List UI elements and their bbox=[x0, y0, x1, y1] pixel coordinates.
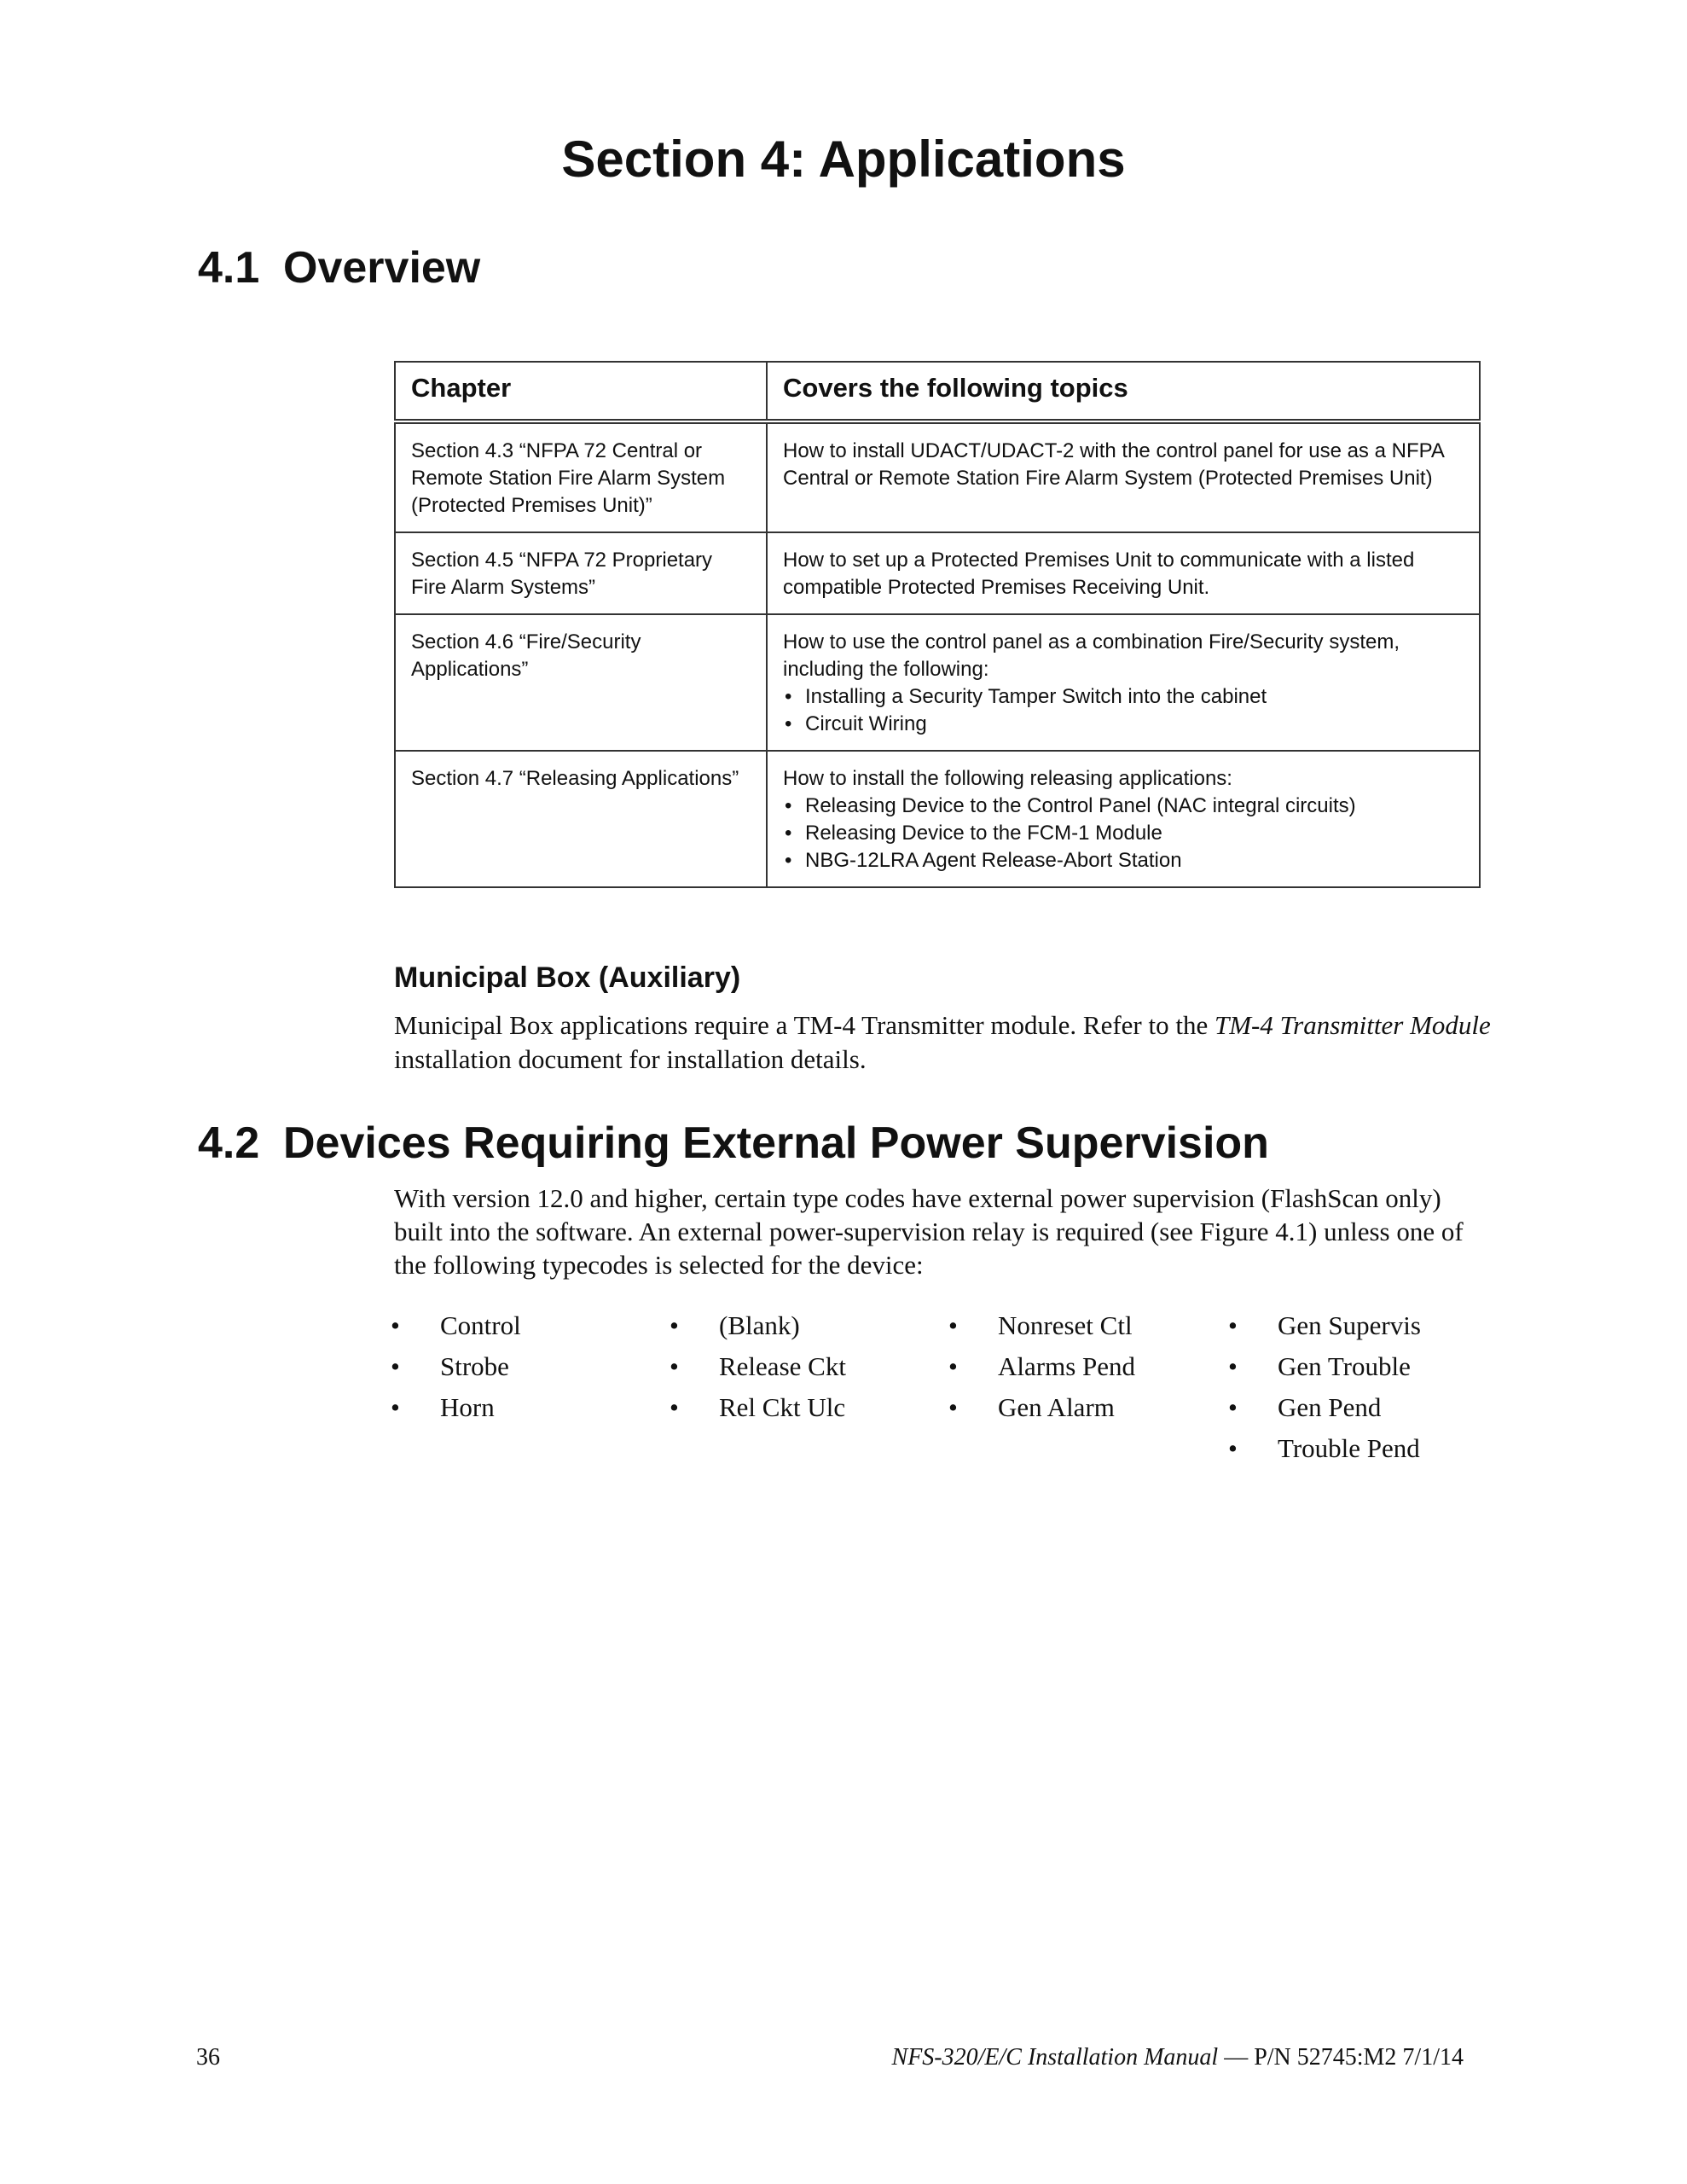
municipal-heading: Municipal Box (Auxiliary) bbox=[394, 961, 741, 994]
devices-heading bbox=[198, 1118, 1269, 1169]
municipal-text-before: Municipal Box applications require a TM-4 Transmitter module. Refer to the bbox=[394, 1010, 1215, 1040]
typecode-item: • Rel Ckt Ulc bbox=[670, 1387, 846, 1428]
list-item: • Installing a Security Tamper Switch into the cabinet bbox=[783, 683, 1464, 711]
typecode-item: • Horn bbox=[391, 1387, 521, 1428]
typecode-item: • Strobe bbox=[391, 1346, 521, 1387]
typecode-column bbox=[948, 1305, 1135, 1428]
topics-bullet-list bbox=[783, 793, 1464, 874]
overview-table bbox=[394, 361, 1481, 888]
footer-document-info bbox=[892, 2044, 1464, 2071]
typecode-item: • Control bbox=[391, 1305, 521, 1346]
municipal-doc-title: TM-4 Transmitter Module bbox=[1214, 1010, 1491, 1040]
table-header-row bbox=[395, 362, 1480, 421]
typecode-item: • Gen Supervis bbox=[1228, 1305, 1421, 1346]
devices-number: 4.2 bbox=[198, 1118, 260, 1168]
typecode-item: • Gen Alarm bbox=[948, 1387, 1135, 1428]
table-header-topics: Covers the following topics bbox=[767, 362, 1480, 421]
topics-text: How to install the following releasing applications: bbox=[783, 767, 1232, 790]
devices-title: Devices Requiring External Power Supervision bbox=[283, 1118, 1269, 1168]
list-item: • Releasing Device to the FCM-1 Module bbox=[783, 820, 1464, 847]
typecode-column bbox=[1228, 1305, 1421, 1469]
typecode-item: • (Blank) bbox=[670, 1305, 846, 1346]
list-item: • Circuit Wiring bbox=[783, 711, 1464, 738]
topics-bullet-list bbox=[783, 683, 1464, 738]
topics-text: How to set up a Protected Premises Unit to communicate with a listed compatible Protected Premises Receiving Unit. bbox=[783, 549, 1415, 599]
typecode-item: • Trouble Pend bbox=[1228, 1428, 1421, 1469]
section-title: Section 4: Applications bbox=[561, 131, 1126, 188]
overview-number: 4.1 bbox=[198, 243, 260, 293]
municipal-paragraph bbox=[394, 1008, 1494, 1077]
overview-heading bbox=[198, 242, 480, 293]
footer-doc-suffix: — P/N 52745:M2 7/1/14 bbox=[1218, 2044, 1464, 2071]
typecode-column bbox=[670, 1305, 846, 1428]
typecode-column bbox=[391, 1305, 521, 1428]
table-cell-topics bbox=[767, 614, 1480, 751]
table-cell-chapter: Section 4.6 “Fire/Security Applications” bbox=[395, 614, 767, 751]
table-cell-chapter: Section 4.3 “NFPA 72 Central or Remote Station Fire Alarm System (Protected Premises Unit)” bbox=[395, 421, 767, 532]
table-row bbox=[395, 421, 1480, 532]
table-cell-chapter: Section 4.7 “Releasing Applications” bbox=[395, 751, 767, 887]
typecode-item: • Gen Trouble bbox=[1228, 1346, 1421, 1387]
table-row bbox=[395, 532, 1480, 614]
typecode-item: • Nonreset Ctl bbox=[948, 1305, 1135, 1346]
topics-text: How to install UDACT/UDACT-2 with the control panel for use as a NFPA Central or Remote Station Fire Alarm System (Protected Premises Unit) bbox=[783, 439, 1444, 490]
table-cell-chapter: Section 4.5 “NFPA 72 Proprietary Fire Alarm Systems” bbox=[395, 532, 767, 614]
topics-text: How to use the control panel as a combination Fire/Security system, including the following: bbox=[783, 630, 1400, 681]
typecode-item: • Gen Pend bbox=[1228, 1387, 1421, 1428]
typecode-item: • Release Ckt bbox=[670, 1346, 846, 1387]
page-number: 36 bbox=[196, 2044, 220, 2071]
list-item: • Releasing Device to the Control Panel (NAC integral circuits) bbox=[783, 793, 1464, 820]
table-cell-topics bbox=[767, 751, 1480, 887]
footer-doc-title: NFS-320/E/C Installation Manual bbox=[891, 2044, 1219, 2071]
table-row bbox=[395, 751, 1480, 887]
devices-paragraph: With version 12.0 and higher, certain type codes have external power supervision (FlashScan only) built into the software. An external power-supervision relay is required (see Figure 4.1) unless one of the following typecodes is selected for the device: bbox=[394, 1183, 1464, 1280]
table-header-chapter: Chapter bbox=[395, 362, 767, 421]
table-cell-topics bbox=[767, 421, 1480, 532]
table-row bbox=[395, 614, 1480, 751]
typecode-item: • Alarms Pend bbox=[948, 1346, 1135, 1387]
municipal-text-after: installation document for installation details. bbox=[394, 1044, 867, 1074]
list-item: • NBG-12LRA Agent Release-Abort Station bbox=[783, 847, 1464, 874]
table-cell-topics bbox=[767, 532, 1480, 614]
overview-title: Overview bbox=[283, 243, 481, 293]
